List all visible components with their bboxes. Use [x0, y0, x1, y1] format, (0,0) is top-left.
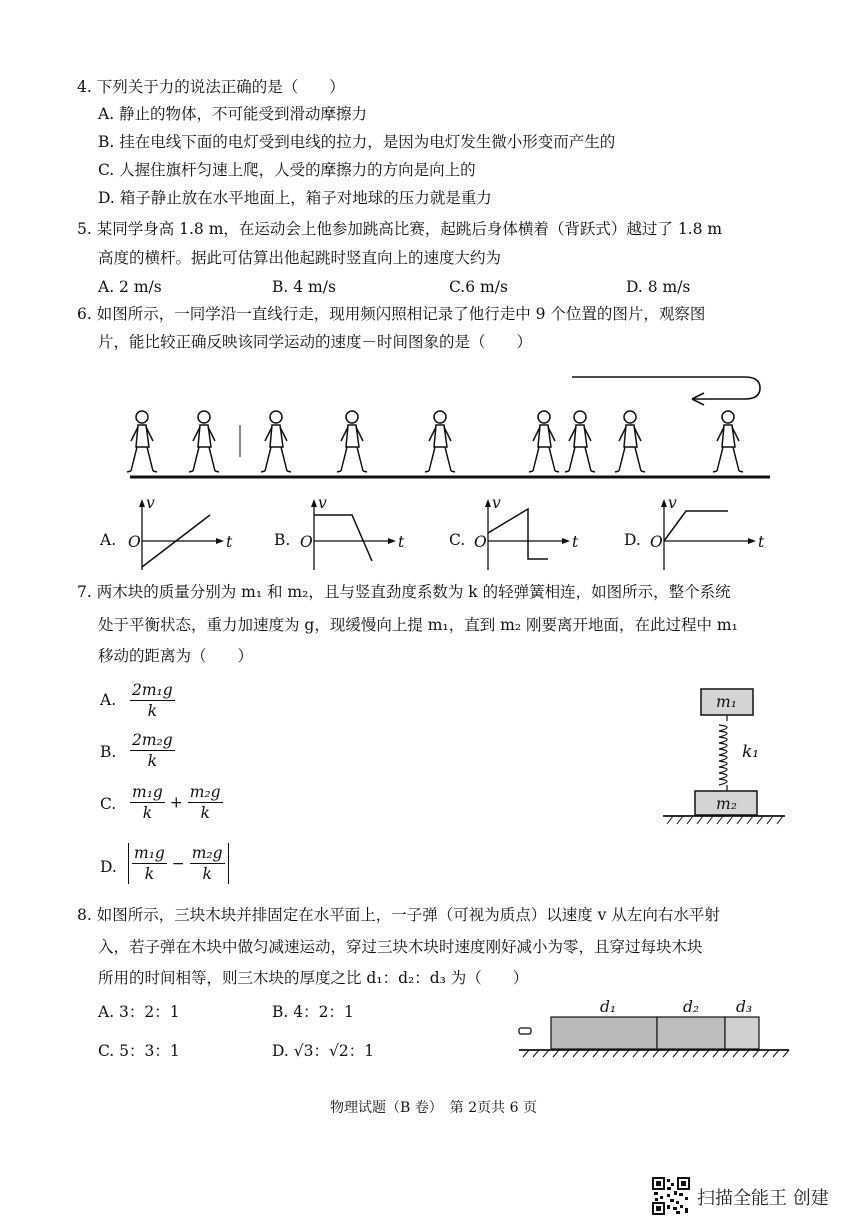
- graph-d-v-label: v: [668, 494, 677, 512]
- q7-option-b-fraction: [130, 730, 175, 771]
- q7-d-minus: −: [171, 854, 185, 873]
- q7-b-den: k: [147, 752, 158, 770]
- walker-8: [615, 411, 645, 472]
- qr-code-icon: [652, 1177, 690, 1215]
- q5-option-b: B. 4 m/s: [272, 278, 336, 296]
- page-footer: 物理试题（B 卷） 第 2页共 6 页: [330, 1100, 537, 1116]
- q7-option-a-letter: A.: [100, 691, 117, 709]
- spring-k1-label: k₁: [742, 742, 760, 762]
- q5-option-d: D. 8 m/s: [626, 278, 691, 296]
- graph-c-origin: O: [474, 533, 487, 551]
- q7-c1-num: m₁g: [132, 783, 163, 801]
- block-d1-label: d₁: [600, 998, 617, 1016]
- q7-c-plus: +: [169, 793, 183, 812]
- q7-option-c-letter: C.: [100, 795, 117, 813]
- q8-option-b: B. 4：2：1: [272, 1003, 354, 1021]
- graph-c-t-label: t: [572, 533, 579, 551]
- q7-b-num: 2m₂g: [132, 731, 173, 749]
- q4-stem: 4. 下列关于力的说法正确的是（ ）: [77, 78, 345, 96]
- q8-stem-line3: 所用的时间相等，则三木块的厚度之比 d₁：d₂：d₃ 为（ ）: [98, 969, 529, 987]
- q8-option-c: C. 5：3：1: [98, 1042, 180, 1060]
- graph-a-v-label: v: [146, 494, 155, 512]
- graph-a-origin: O: [128, 533, 141, 551]
- q6-stem-line1: 6. 如图所示，一同学沿一直线行走，现用频闪照相记录了他行走中 9 个位置的图片，观察图: [77, 305, 706, 323]
- wood-blocks-figure: [515, 1015, 795, 1060]
- q4-option-d: D. 箱子静止放在水平地面上，箱子对地球的压力就是重力: [98, 189, 492, 207]
- q4-option-c: C. 人握住旗杆匀速上爬，人受的摩擦力的方向是向上的: [98, 161, 476, 179]
- q7-stem-line3: 移动的距离为（ ）: [98, 647, 254, 665]
- q8-stem-line2: 入，若子弹在木块中做匀减速运动，穿过三块木块时速度刚好减小为零，且穿过每块木块: [98, 938, 703, 956]
- q7-stem-line1: 7. 两木块的质量分别为 m₁ 和 m₂，且与竖直劲度系数为 k 的轻弹簧相连，如图所示，整个系统: [77, 583, 731, 601]
- q7-d2-den: k: [202, 865, 212, 883]
- q4-option-a: A. 静止的物体，不可能受到滑动摩擦力: [98, 105, 368, 123]
- graph-b-v-label: v: [318, 494, 327, 512]
- q5-stem-line1: 5. 某同学身高 1.8 m，在运动会上他参加跳高比赛，起跳后身体横着（背跃式）越过了 1.8 m: [77, 220, 723, 238]
- walker-3: [261, 411, 291, 472]
- walker-4: [337, 411, 367, 472]
- walker-5: [425, 411, 455, 472]
- bullet-icon: [519, 1028, 531, 1034]
- graph-d-t-label: t: [758, 533, 765, 551]
- q6-graph-label-d: D.: [624, 531, 641, 549]
- block-m2-label: m₂: [716, 795, 737, 813]
- q5-stem-line2: 高度的横杆。据此可估算出他起跳时竖直向上的速度大约为: [98, 249, 502, 267]
- q7-option-d-expression: [128, 843, 229, 884]
- graph-b-t-label: t: [398, 533, 405, 551]
- q5-option-a: A. 2 m/s: [98, 278, 162, 296]
- q7-stem-line2: 处于平衡状态，重力加速度为 g，现缓慢向上提 m₁，直到 m₂ 刚要离开地面，在此过程中 m₁: [98, 616, 738, 634]
- graph-a-t-label: t: [226, 533, 233, 551]
- walker-7: [565, 411, 595, 472]
- q4-option-b: B. 挂在电线下面的电灯受到电线的拉力，是因为电灯发生微小形变而产生的: [98, 133, 616, 151]
- q8-option-a: A. 3：2：1: [98, 1003, 180, 1021]
- walking-strobe-figure: [120, 365, 790, 490]
- q6-graph-label-b: B.: [274, 531, 291, 549]
- graph-c-v-label: v: [492, 494, 501, 512]
- q7-a-num: 2m₁g: [132, 681, 173, 699]
- graph-b-origin: O: [300, 533, 313, 551]
- q7-c2-den: k: [200, 804, 210, 822]
- scanner-watermark: 扫描全能王 创建: [697, 1188, 829, 1209]
- q6-stem-line2: 片，能比较正确反映该同学运动的速度－时间图象的是（ ）: [98, 333, 533, 351]
- q7-d1-num: m₁g: [134, 844, 165, 862]
- block-d3-label: d₃: [736, 998, 753, 1016]
- q6-graph-label-a: A.: [100, 531, 117, 549]
- graph-d-origin: O: [650, 533, 663, 551]
- q7-d2-num: m₂g: [191, 844, 223, 862]
- q8-stem-line1: 8. 如图所示，三块木块并排固定在水平面上，一子弹（可视为质点）以速度 v 从左向右水平射: [77, 906, 720, 924]
- q7-a-den: k: [147, 702, 158, 720]
- walker-6: [529, 411, 559, 472]
- q6-graph-label-c: C.: [449, 531, 466, 549]
- block-m1-label: m₁: [716, 693, 737, 711]
- q8-option-d: D. √3：√2：1: [272, 1042, 375, 1060]
- q7-c2-num: m₂g: [189, 783, 221, 801]
- q7-option-c-expression: [130, 782, 223, 823]
- q7-option-a-fraction: [130, 680, 175, 721]
- walker-2: [189, 411, 219, 472]
- q7-c1-den: k: [142, 804, 153, 822]
- q7-option-b-letter: B.: [100, 743, 117, 761]
- walker-1: [127, 411, 157, 472]
- q5-option-c: C.6 m/s: [449, 278, 508, 296]
- block-d2-label: d₂: [683, 998, 700, 1016]
- walker-9: [713, 411, 743, 472]
- q7-option-d-letter: D.: [100, 858, 117, 876]
- q7-d1-den: k: [144, 865, 155, 883]
